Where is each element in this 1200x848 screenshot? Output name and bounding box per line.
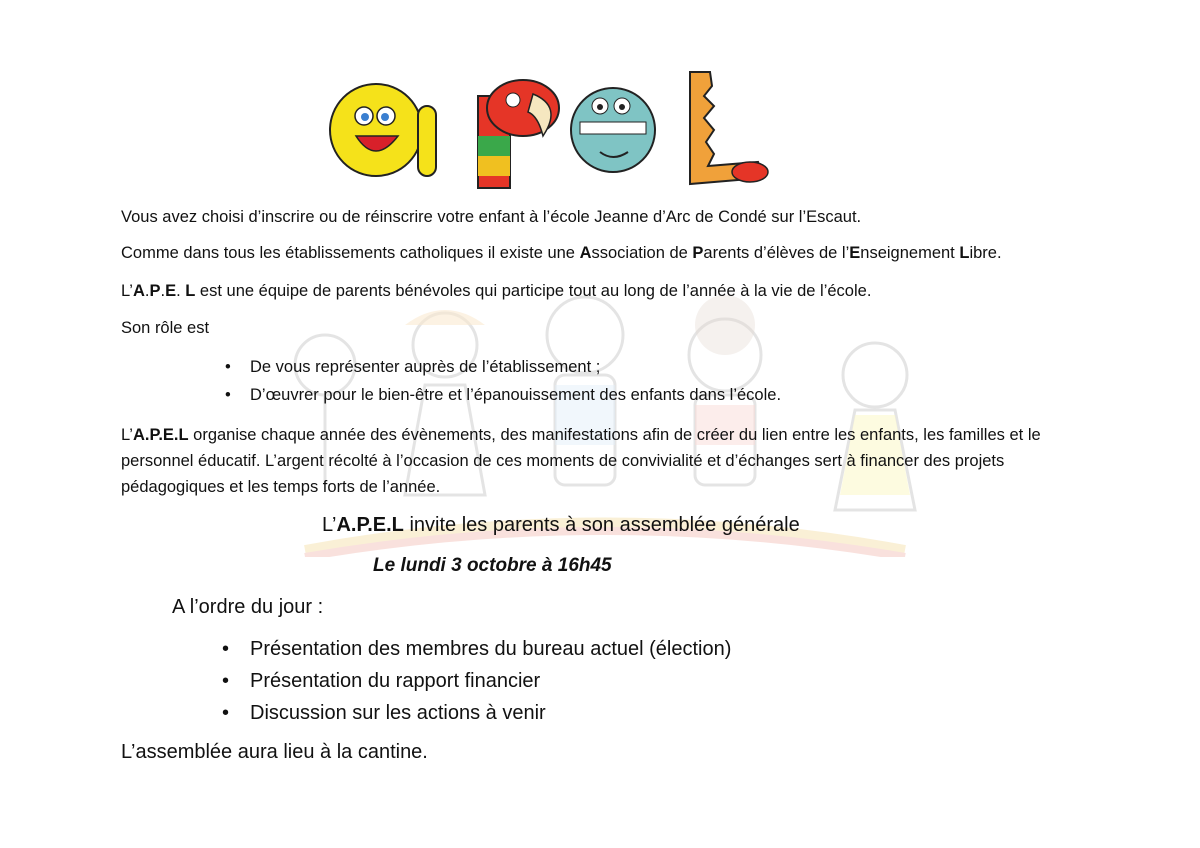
apel-logo [318,66,788,194]
invitation-line: L’A.P.E.L invite les parents à son assemblée générale [322,514,800,536]
meeting-location: L’assemblée aura lieu à la cantine. [121,741,428,763]
intro-line-1: Vous avez choisi d’inscrire ou de réinscrire votre enfant à l’école Jeanne d’Arc de Condé sur l’Escaut. [121,208,862,226]
meeting-date: Le lundi 3 octobre à 16h45 [373,555,612,576]
bullet-icon: • [225,358,231,376]
letter-l-monster-icon [690,72,768,184]
letter-a-monster-icon [330,84,436,176]
bullet-icon: • [222,702,230,724]
bullet-icon: • [222,670,230,692]
role-heading: Son rôle est [121,319,210,337]
bullet-icon: • [225,386,231,404]
intro-line-2: Comme dans tous les établissements catholiques il existe une Association de Parents d’élèves de l’Enseignement Libre. [121,244,1002,262]
events-paragraph: L’A.P.E.L organise chaque année des évènements, des manifestations afin de créer du lien entre les enfants, les familles et le personnel éducatif. L’argent récolté à l’occasion de ces moments de convivialité et d’échanges sert à financer des projets pédagogiques et les temps forts de l’année. [121,426,1041,496]
bullet-icon: • [222,638,230,660]
agenda-title: A l’ordre du jour : [172,596,324,618]
letter-e-monster-icon [571,88,655,172]
letter-p-parrot-icon [478,80,559,188]
intro-line-3: L’A.P.E. L est une équipe de parents bénévoles qui participe tout au long de l’année à la vie de l’école. [121,282,872,300]
